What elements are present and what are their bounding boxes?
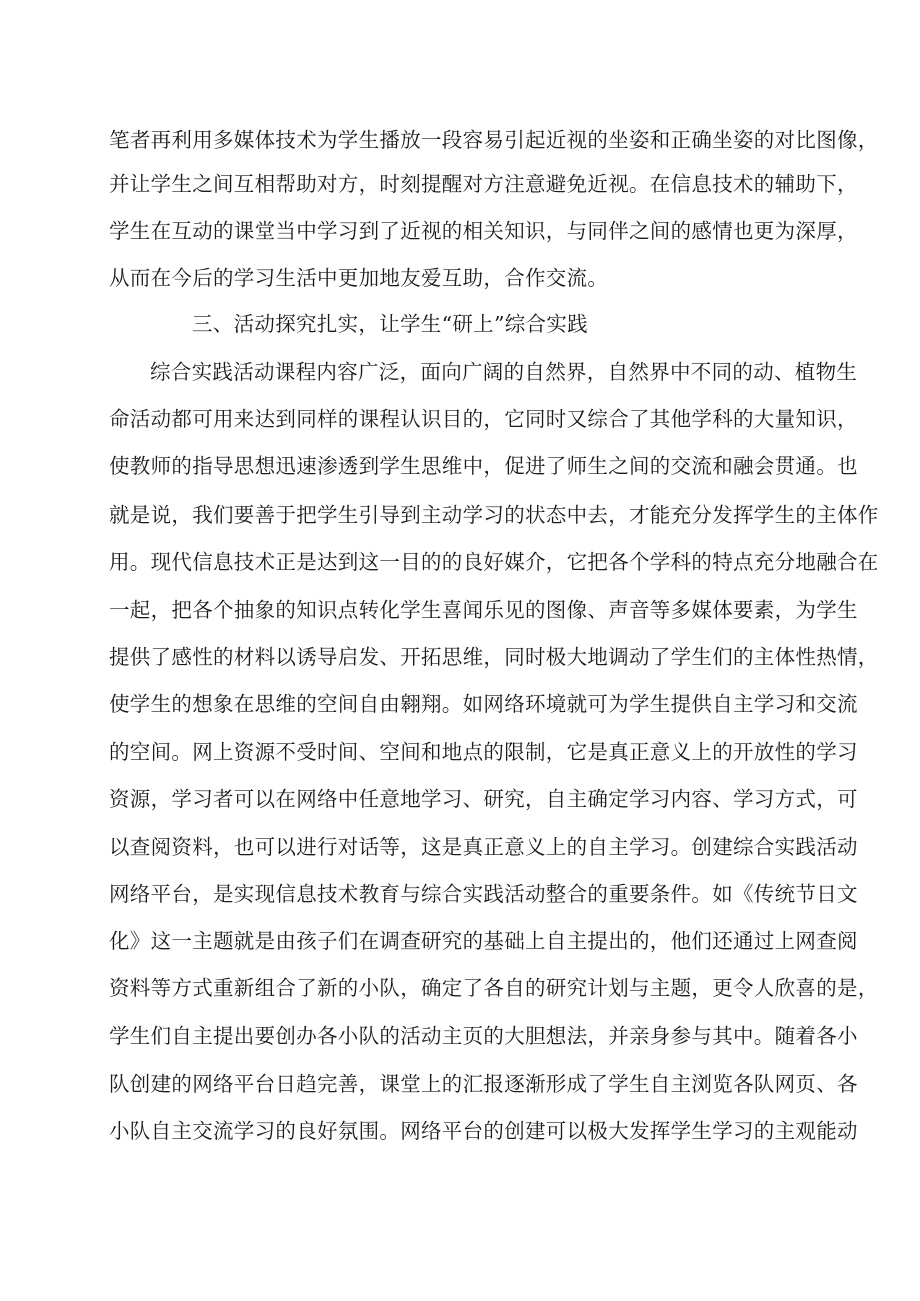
text-line: 并让学生之间互相帮助对方，时刻提醒对方注意避免近视。在信息技术的辅助下，: [109, 172, 858, 196]
text-line: 的空间。网上资源不受时间、空间和地点的限制，它是真正意义上的开放性的学习: [109, 740, 858, 764]
text-line: 笔者再利用多媒体技术为学生播放一段容易引起近视的坐姿和正确坐姿的对比图像，: [109, 128, 879, 152]
text-line: 资源，学习者可以在网络中任意地学习、研究，自主确定学习内容、学习方式，可: [109, 787, 858, 811]
text-line: 化》这一主题就是由孩子们在调查研究的基础上自主提出的，他们还通过上网查阅: [109, 929, 858, 953]
text-line: 学生在互动的课堂当中学习到了近视的相关知识，与同伴之间的感情也更为深厚，: [109, 219, 858, 243]
text-line: 资料等方式重新组合了新的小队，确定了各自的研究计划与主题，更令人欣喜的是，: [109, 976, 879, 1000]
text-line: 一起，把各个抽象的知识点转化学生喜闻乐见的图像、声音等多媒体要素，为学生: [109, 598, 858, 622]
text-line: 使学生的想象在思维的空间自由翱翔。如网络环境就可为学生提供自主学习和交流: [109, 692, 858, 716]
text-line: 学生们自主提出要创办各小队的活动主页的大胆想法，并亲身参与其中。随着各小: [109, 1024, 858, 1048]
text-line: 提供了感性的材料以诱导启发、开拓思维，同时极大地调动了学生们的主体性热情，: [109, 645, 879, 669]
text-line: 使教师的指导思想迅速渗透到学生思维中，促进了师生之间的交流和融会贯通。也: [109, 454, 858, 478]
text-line: 从而在今后的学习生活中更加地友爱互助，合作交流。: [109, 266, 609, 290]
text-line: 用。现代信息技术正是达到这一目的的良好媒介，它把各个学科的特点充分地融合在: [109, 550, 879, 574]
text-line: 就是说，我们要善于把学生引导到主动学习的状态中去，才能充分发挥学生的主体作: [109, 503, 879, 527]
paragraph-first-line: 综合实践活动课程内容广泛，面向广阔的自然界，自然界中不同的动、植物生: [150, 360, 858, 384]
text-line: 以查阅资料，也可以进行对话等，这是真正意义上的自主学习。创建综合实践活动: [109, 835, 858, 859]
text-line: 网络平台，是实现信息技术教育与综合实践活动整合的重要条件。如《传统节日文: [109, 882, 858, 906]
section-heading: 三、活动探究扎实，让学生“研上”综合实践: [192, 312, 588, 336]
text-line: 小队自主交流学习的良好氛围。网络平台的创建可以极大发挥学生学习的主观能动: [109, 1119, 858, 1143]
text-line: 命活动都可用来达到同样的课程认识目的，它同时又综合了其他学科的大量知识，: [109, 407, 858, 431]
text-line: 队创建的网络平台日趋完善，课堂上的汇报逐渐形成了学生自主浏览各队网页、各: [109, 1072, 858, 1096]
